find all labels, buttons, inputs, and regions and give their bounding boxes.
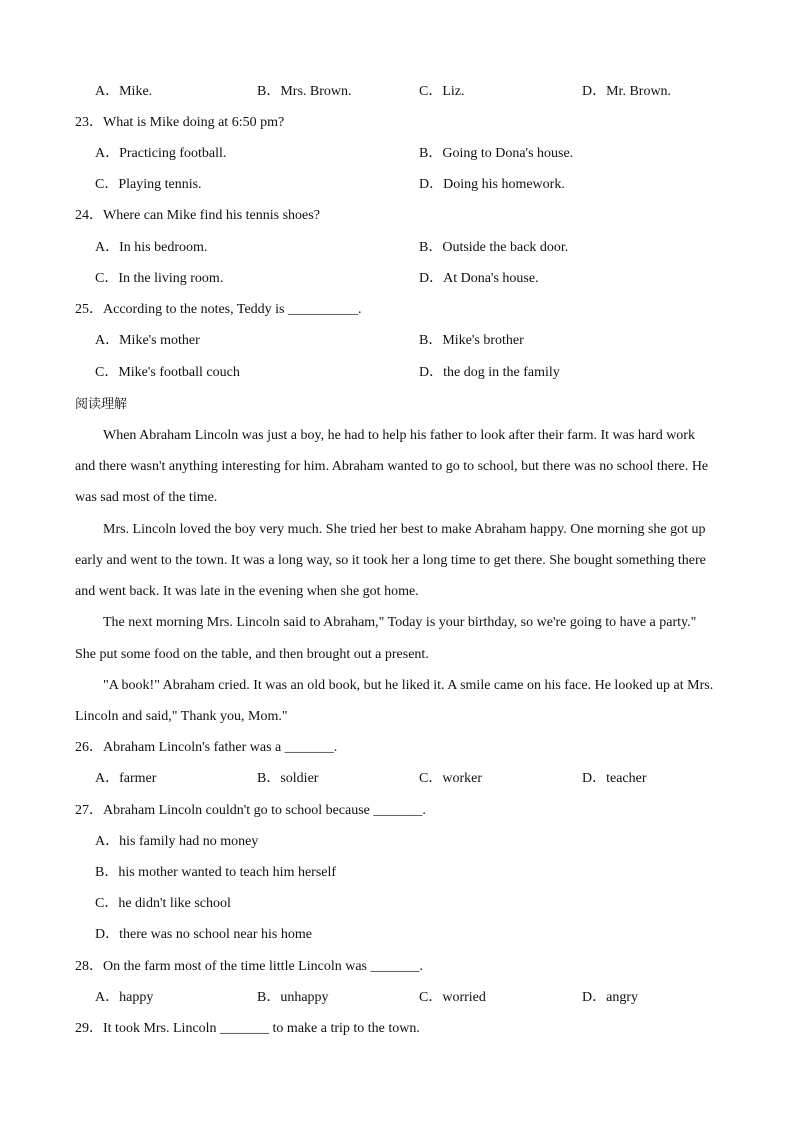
passage-p4-line1: "A book!" Abraham cried. It was an old book, but he liked it. A smile came on his face. He looked up at Mrs. (103, 678, 714, 693)
q28-option-b[interactable]: B．unhappy (257, 990, 329, 1005)
passage-p2-line1: Mrs. Lincoln loved the boy very much. She tried her best to make Abraham happy. One morning she got up (103, 522, 706, 537)
q24-option-d[interactable]: D．At Dona's house. (419, 271, 539, 286)
q26-option-d[interactable]: D．teacher (582, 771, 647, 786)
q23-question: 23．What is Mike doing at 6:50 pm? (75, 115, 285, 130)
q28-question: 28．On the farm most of the time little Lincoln was _______. (75, 959, 423, 974)
q22-option-d[interactable]: D．Mr. Brown. (582, 84, 672, 99)
q23-option-a[interactable]: A．Practicing football. (95, 146, 227, 161)
q25-option-b[interactable]: B．Mike's brother (419, 333, 524, 348)
q23-option-d[interactable]: D．Doing his homework. (419, 177, 565, 192)
passage-p2-line3: and went back. It was late in the evening when she got home. (75, 584, 419, 599)
q25-option-d[interactable]: D．the dog in the family (419, 365, 560, 380)
q23-option-c[interactable]: C．Playing tennis. (95, 177, 202, 192)
q22-option-c[interactable]: C．Liz. (419, 84, 465, 99)
q28-option-d[interactable]: D．angry (582, 990, 638, 1005)
q26-option-c[interactable]: C．worker (419, 771, 482, 786)
q27-option-a[interactable]: A．his family had no money (95, 834, 259, 849)
passage-p1-line2: and there wasn't anything interesting for him. Abraham wanted to go to school, but there was no school there. He (75, 459, 709, 474)
q25-question: 25．According to the notes, Teddy is __________. (75, 302, 362, 317)
q25-option-c[interactable]: C．Mike's football couch (95, 365, 240, 380)
q24-option-b[interactable]: B．Outside the back door. (419, 240, 569, 255)
passage-p1-line3: was sad most of the time. (75, 490, 218, 505)
passage-p3-line2: She put some food on the table, and then brought out a present. (75, 647, 429, 662)
q26-question: 26．Abraham Lincoln's father was a _______. (75, 740, 338, 755)
q26-option-b[interactable]: B．soldier (257, 771, 319, 786)
q25-option-a[interactable]: A．Mike's mother (95, 333, 200, 348)
q28-option-c[interactable]: C．worried (419, 990, 486, 1005)
passage-p2-line2: early and went to the town. It was a long way, so it took her a long time to get there. She bought something there (75, 553, 706, 568)
q26-option-a[interactable]: A．farmer (95, 771, 157, 786)
q24-option-a[interactable]: A．In his bedroom. (95, 240, 208, 255)
q24-option-c[interactable]: C．In the living room. (95, 271, 224, 286)
q27-option-c[interactable]: C．he didn't like school (95, 896, 231, 911)
q22-option-b[interactable]: B．Mrs. Brown. (257, 84, 352, 99)
q24-question: 24．Where can Mike find his tennis shoes? (75, 208, 320, 223)
q28-option-a[interactable]: A．happy (95, 990, 154, 1005)
passage-p4-line2: Lincoln and said," Thank you, Mom." (75, 709, 288, 724)
q27-option-d[interactable]: D．there was no school near his home (95, 927, 312, 942)
passage-p1-line1: When Abraham Lincoln was just a boy, he had to help his father to look after their farm. It was hard work (103, 428, 695, 443)
q23-option-b[interactable]: B．Going to Dona's house. (419, 146, 574, 161)
q27-option-b[interactable]: B．his mother wanted to teach him herself (95, 865, 337, 880)
q29-question: 29．It took Mrs. Lincoln _______ to make a trip to the town. (75, 1021, 420, 1036)
q22-option-a[interactable]: A．Mike. (95, 84, 153, 99)
section-title: 阅读理解 (75, 397, 128, 412)
passage-p3-line1: The next morning Mrs. Lincoln said to Abraham," Today is your birthday, so we're going to have a party." (103, 615, 697, 630)
q27-question: 27．Abraham Lincoln couldn't go to school because _______. (75, 803, 426, 818)
